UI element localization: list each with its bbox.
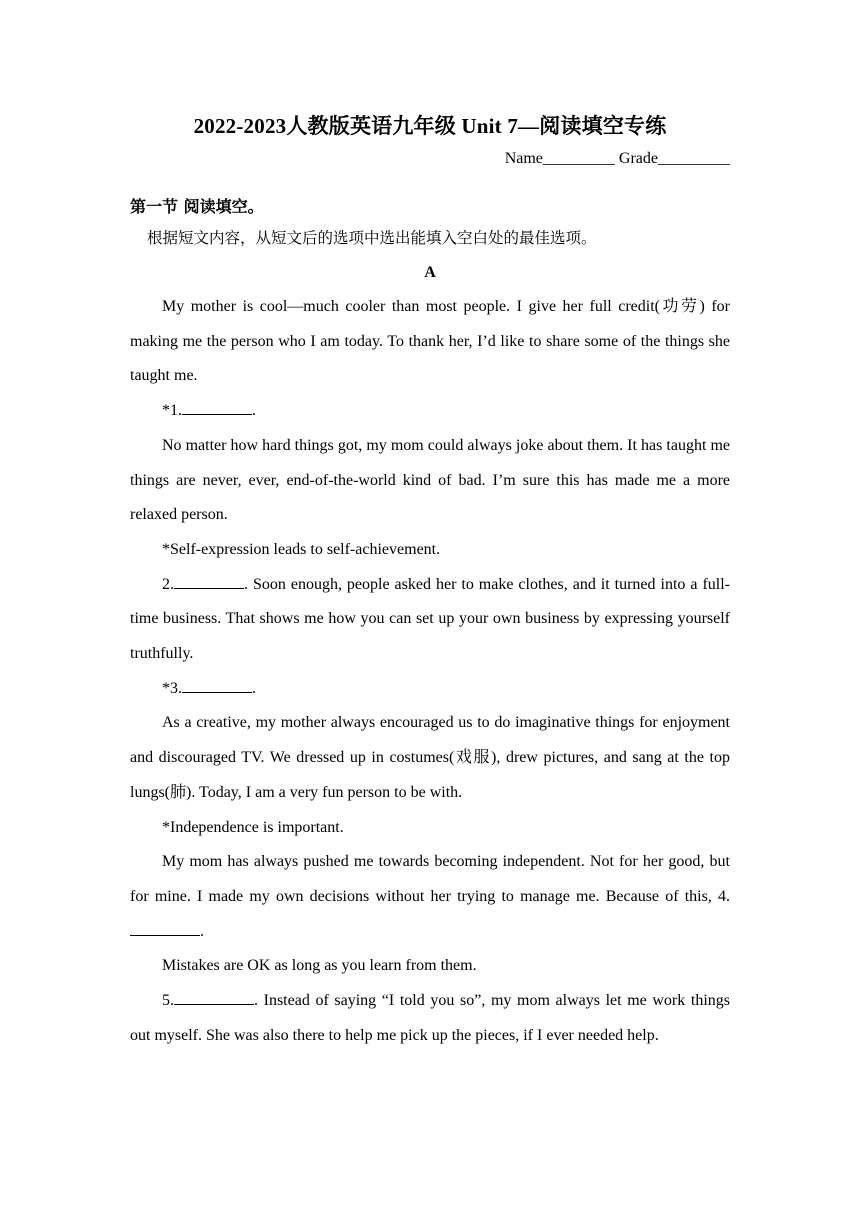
- paragraph-5: [130, 568, 730, 672]
- blank-4[interactable]: [130, 921, 200, 936]
- blank-4-suffix: .: [200, 922, 204, 940]
- blank-5-suffix: . Instead of saying “I told you so”, my mom always let me work things out myself. She was also there to help me pick up the pieces, if I ever needed help.: [130, 992, 730, 1044]
- paragraph-4: *Self-expression leads to self-achievement.: [162, 540, 441, 558]
- blank-5[interactable]: [174, 990, 254, 1005]
- blank-1[interactable]: [182, 400, 252, 415]
- blank-3[interactable]: [182, 678, 252, 693]
- blank-4-prefix: My mom has always pushed me towards becoming independent. Not for her good, but for mine. I made my own decisions without her trying to manage me. Because of this, 4.: [130, 853, 730, 905]
- paragraph-6: [130, 672, 730, 707]
- blank-2-suffix: . Soon enough, people asked her to make clothes, and it turned into a full-time business. That shows me how you can set up your own business by expressing yourself truthfully.: [130, 575, 730, 663]
- paragraph-1: My mother is cool—much cooler than most people. I give her full credit(功劳) for making me the person who I am today. To thank her, I’d like to share some of the things she taught me.: [130, 298, 730, 385]
- blank-1-suffix: .: [252, 402, 256, 420]
- passage-label: A: [424, 264, 436, 281]
- blank-1-prefix: *1.: [162, 402, 182, 420]
- blank-3-suffix: .: [252, 679, 256, 697]
- blank-5-prefix: 5.: [162, 992, 174, 1010]
- page-title: 2022-2023人教版英语九年级 Unit 7—阅读填空专练: [193, 114, 667, 138]
- paragraph-11: [130, 984, 730, 1053]
- paragraph-9: [130, 845, 730, 949]
- paragraph-2: [130, 394, 730, 429]
- paragraph-7: As a creative, my mother always encouraged us to do imaginative things for enjoyment and discouraged TV. We dressed up in costumes(戏服), drew pictures, and sang at the top lungs(肺). Today, I am a very fun person to be with.: [130, 714, 730, 801]
- section-instruction: 根据短文内容，从短文后的选项中选出能填入空白处的最佳选项。: [147, 230, 597, 247]
- passage-body: [130, 290, 730, 1053]
- section-title: 第一节 阅读填空。: [130, 197, 264, 216]
- blank-2-prefix: 2.: [162, 575, 174, 593]
- blank-3-prefix: *3.: [162, 679, 182, 697]
- paragraph-10: Mistakes are OK as long as you learn from them.: [162, 957, 477, 975]
- paragraph-8: *Independence is important.: [162, 818, 344, 836]
- name-grade-line: Name_________ Grade_________: [504, 150, 730, 167]
- paragraph-3: No matter how hard things got, my mom could always joke about them. It has taught me things are never, ever, end-of-the-world kind of bad. I’m sure this has made me a more relaxed person.: [130, 436, 730, 524]
- blank-2[interactable]: [174, 574, 244, 589]
